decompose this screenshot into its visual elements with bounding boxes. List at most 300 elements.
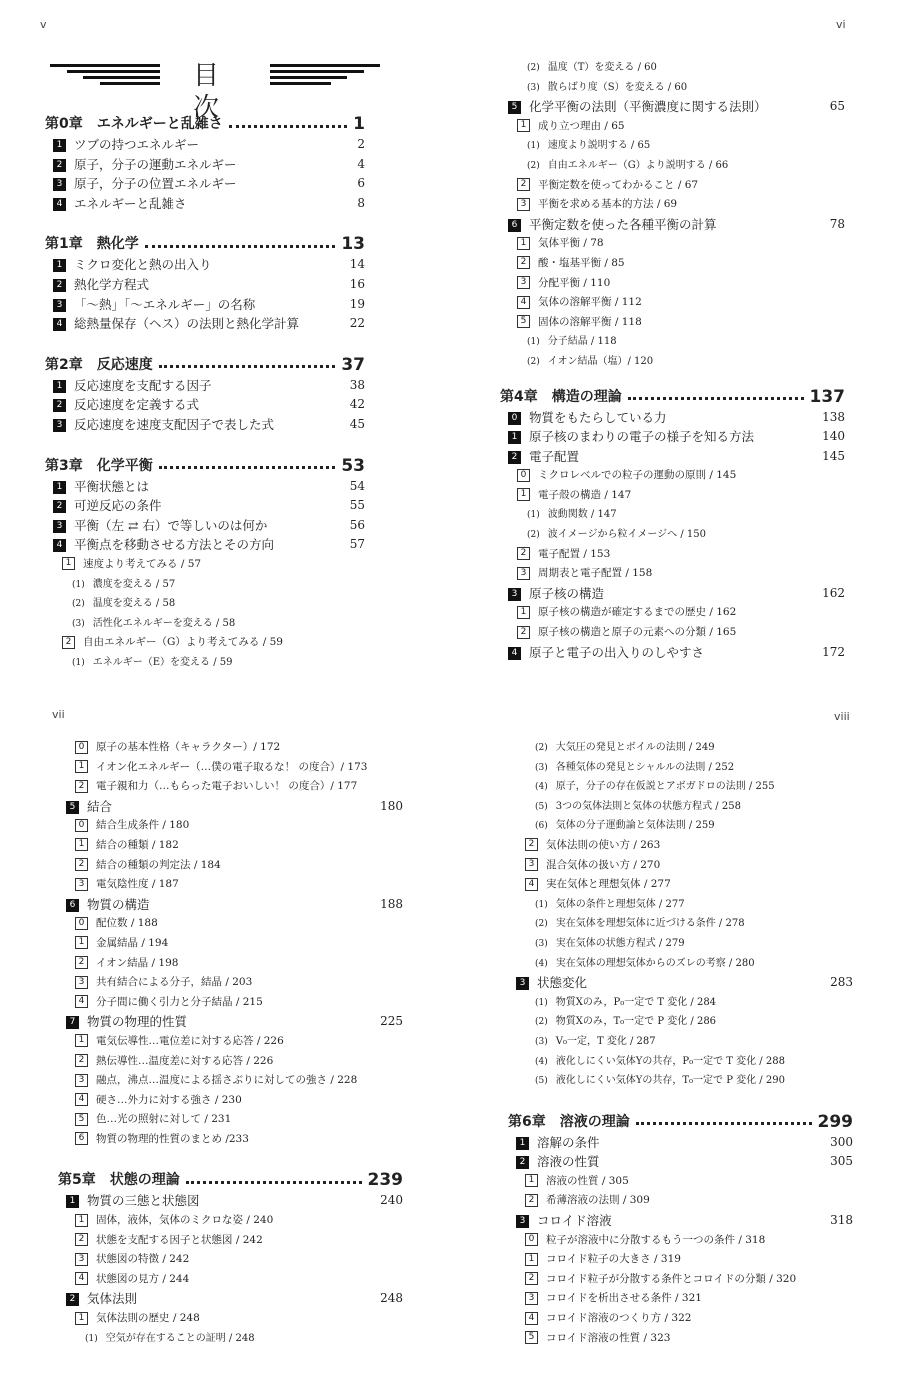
entry-title: 結合生成条件 / 180 xyxy=(96,819,190,832)
page-number-vi: vi xyxy=(836,18,846,31)
section-entry[interactable] xyxy=(45,415,365,435)
subsection-number-box: 3 xyxy=(75,976,88,989)
subsection-number-box: 1 xyxy=(75,1214,88,1227)
subsection-entry[interactable] xyxy=(500,545,845,565)
section-entry[interactable] xyxy=(58,797,403,817)
section-number-badge: 2 xyxy=(53,159,66,172)
subsection-number-box: 4 xyxy=(75,995,88,1008)
subsection-entry[interactable] xyxy=(58,1309,403,1329)
subsection-entry[interactable] xyxy=(58,914,403,934)
toc-column-page-vi xyxy=(500,58,845,662)
entry-title: 可逆反応の条件 xyxy=(74,498,162,514)
subsection-number-box: 2 xyxy=(517,256,530,269)
chapter-heading[interactable] xyxy=(45,354,365,376)
chapter-page: 37 xyxy=(341,354,365,375)
subsection-number-box: 2 xyxy=(75,780,88,793)
spacer xyxy=(45,334,365,354)
subsection-entry[interactable] xyxy=(508,738,853,758)
subsection-entry[interactable] xyxy=(508,993,853,1013)
section-number-badge: 6 xyxy=(508,219,521,232)
entry-title: ミクロレベルでの粒子の運動の原則 / 145 xyxy=(538,469,737,482)
subsection-entry[interactable] xyxy=(508,1172,853,1192)
section-entry[interactable] xyxy=(45,535,365,555)
entry-title: コロイド粒子の大きさ / 319 xyxy=(546,1253,681,1266)
entry-title: 平衡を求める基本的方法 / 69 xyxy=(538,198,678,211)
subsection-entry[interactable] xyxy=(45,633,365,653)
subsection-entry[interactable] xyxy=(508,934,853,954)
subsection-entry[interactable] xyxy=(58,738,403,758)
subsection-entry[interactable] xyxy=(58,758,403,778)
subsection-entry[interactable] xyxy=(45,614,365,634)
section-number-badge: 2 xyxy=(66,1293,79,1306)
item-number: (1) xyxy=(527,510,540,521)
chapter-title: 第3章 化学平衡 xyxy=(45,457,153,474)
chapter-page: 137 xyxy=(809,386,845,407)
entry-title: 実在気体を理想気体に近づける条件 / 278 xyxy=(555,918,745,930)
section-entry[interactable] xyxy=(508,1133,853,1153)
section-entry[interactable] xyxy=(45,314,365,334)
subsection-entry[interactable] xyxy=(508,1012,853,1032)
subsection-number-box: 2 xyxy=(525,838,538,851)
toc-title-banner xyxy=(50,60,380,123)
chapter-page: 53 xyxy=(341,455,365,476)
section-number-badge: 3 xyxy=(53,419,66,432)
subsection-number-box: 4 xyxy=(75,1093,88,1106)
section-entry[interactable] xyxy=(45,135,365,155)
entry-title: 反応速度を定義する式 xyxy=(74,397,200,413)
section-entry[interactable] xyxy=(58,1012,403,1032)
entry-title: 平衡定数を使ってわかること / 67 xyxy=(538,178,699,191)
subsection-entry[interactable] xyxy=(45,555,365,575)
section-entry[interactable] xyxy=(45,155,365,175)
entry-title: 波動関数 / 147 xyxy=(547,509,617,521)
item-number: (3) xyxy=(535,1036,548,1047)
subsection-number-box: 2 xyxy=(62,636,75,649)
subsection-number-box: 1 xyxy=(75,1034,88,1047)
entry-title: 希薄溶液の法則 / 309 xyxy=(546,1194,650,1207)
subsection-entry[interactable] xyxy=(58,856,403,876)
subsection-entry[interactable] xyxy=(500,623,845,643)
entry-title: 融点，沸点…温度による揺さぶりに対しての強さ / 228 xyxy=(96,1074,358,1087)
entry-title: 周期表と電子配置 / 158 xyxy=(538,567,653,580)
entry-title: 電子殻の構造 / 147 xyxy=(538,488,632,501)
subsection-entry[interactable] xyxy=(508,1191,853,1211)
entry-title: 電子親和力（…もらった電子おいしい！ の度合）/ 177 xyxy=(96,780,358,793)
chapter-title: 第6章 溶液の理論 xyxy=(508,1113,630,1130)
subsection-entry[interactable] xyxy=(58,816,403,836)
section-number-badge: 0 xyxy=(508,412,521,425)
entry-title: 「～熱」「～エネルギー」の名称 xyxy=(74,296,256,312)
chapter-page: 1 xyxy=(353,114,365,134)
subsection-entry[interactable] xyxy=(500,486,845,506)
chapter-heading[interactable] xyxy=(500,386,845,408)
section-number-badge: 3 xyxy=(508,588,521,601)
section-entry[interactable] xyxy=(500,643,845,663)
subsection-entry[interactable] xyxy=(58,973,403,993)
entry-title: 自由エネルギー（G）より説明する / 66 xyxy=(547,159,729,171)
subsection-entry[interactable] xyxy=(500,466,845,486)
entry-title: 物質Xのみ，P₀一定で T 変化 / 284 xyxy=(555,996,717,1008)
subsection-number-box: 0 xyxy=(525,1233,538,1246)
entry-title: 平衡定数を使った各種平衡の計算 xyxy=(529,216,717,232)
subsection-number-box: 3 xyxy=(75,878,88,891)
subsection-number-box: 1 xyxy=(525,1253,538,1266)
section-number-badge: 4 xyxy=(53,198,66,211)
chapter-title: 第5章 状態の理論 xyxy=(58,1172,180,1189)
subsection-entry[interactable] xyxy=(58,1091,403,1111)
subsection-entry[interactable] xyxy=(500,603,845,623)
section-number-badge: 4 xyxy=(508,647,521,660)
page-number-vii: vii xyxy=(52,708,65,721)
entry-title: コロイド溶液のつくり方 / 322 xyxy=(546,1312,692,1325)
entry-title: 原子の基本性格（キャラクター）/ 172 xyxy=(96,741,281,753)
section-number-badge: 3 xyxy=(53,178,66,191)
subsection-entry[interactable] xyxy=(58,934,403,954)
subsection-entry[interactable] xyxy=(58,1130,403,1150)
entry-title: 空気が存在することの証明 / 248 xyxy=(105,1332,255,1344)
entry-title: 物質の構造 xyxy=(87,896,150,912)
subsection-entry[interactable] xyxy=(58,1052,403,1072)
section-entry[interactable] xyxy=(58,1289,403,1309)
section-entry[interactable] xyxy=(508,973,853,993)
subsection-entry[interactable] xyxy=(508,836,853,856)
item-number: (1) xyxy=(527,141,540,152)
entry-title: V₀一定，T 変化 / 287 xyxy=(555,1035,656,1047)
item-number: (1) xyxy=(72,579,85,590)
subsection-entry[interactable] xyxy=(45,575,365,595)
subsection-number-box: 2 xyxy=(75,956,88,969)
entry-title: 共有結合による分子，結晶 / 203 xyxy=(96,976,253,989)
section-number-badge: 1 xyxy=(53,139,66,152)
entry-title: 濃度を変える / 57 xyxy=(92,578,176,590)
subsection-number-box: 0 xyxy=(517,469,530,482)
section-entry[interactable] xyxy=(508,1152,853,1172)
entry-page: 8 xyxy=(357,195,365,210)
entry-page: 283 xyxy=(830,975,853,990)
section-number-badge: 1 xyxy=(516,1137,529,1150)
item-number: (4) xyxy=(535,782,548,793)
entry-page: 57 xyxy=(349,537,365,552)
leader-dots xyxy=(186,1181,362,1184)
subsection-entry[interactable] xyxy=(508,1231,853,1251)
item-number: (2) xyxy=(72,599,85,610)
subsection-entry[interactable] xyxy=(508,797,853,817)
subsection-entry[interactable] xyxy=(58,875,403,895)
entry-title: 配位数 / 188 xyxy=(96,917,158,930)
entry-title: 溶液の性質 / 305 xyxy=(546,1174,629,1187)
subsection-number-box: 1 xyxy=(517,119,530,132)
item-number: (1) xyxy=(527,337,540,348)
section-entry[interactable] xyxy=(500,215,845,235)
section-entry[interactable] xyxy=(45,395,365,415)
entry-title: 自由エネルギー（G）より考えてみる / 59 xyxy=(83,636,283,649)
subsection-entry[interactable] xyxy=(500,195,845,215)
entry-page: 45 xyxy=(349,416,365,431)
entry-title: 状態図の見方 / 244 xyxy=(96,1272,190,1285)
entry-page: 188 xyxy=(380,896,403,911)
subsection-entry[interactable] xyxy=(58,1071,403,1091)
subsection-entry[interactable] xyxy=(58,1211,403,1231)
entry-title: 電気陰性度 / 187 xyxy=(96,878,179,891)
entry-title: 電子配置 xyxy=(529,448,580,464)
entry-page: 42 xyxy=(349,397,365,412)
entry-title: 原子，分子の存在仮説とアボガドロの法則 / 255 xyxy=(555,781,775,793)
subsection-entry[interactable] xyxy=(500,254,845,274)
entry-title: 平衡状態とは xyxy=(74,478,150,494)
entry-title: 速度より考えてみる / 57 xyxy=(83,557,202,570)
section-entry[interactable] xyxy=(500,97,845,117)
subsection-number-box: 3 xyxy=(517,198,530,211)
chapter-heading[interactable] xyxy=(45,455,365,477)
subsection-number-box: 6 xyxy=(75,1132,88,1145)
entry-title: 分配平衡 / 110 xyxy=(538,276,611,289)
section-number-badge: 5 xyxy=(66,801,79,814)
subsection-entry[interactable] xyxy=(508,895,853,915)
entry-title: 原子核の構造 xyxy=(529,585,605,601)
section-entry[interactable] xyxy=(45,516,365,536)
entry-page: 55 xyxy=(349,498,365,513)
subsection-entry[interactable] xyxy=(500,332,845,352)
entry-title: 熱伝導性…温度差に対する応答 / 226 xyxy=(96,1054,274,1067)
chapter-page: 13 xyxy=(341,234,365,255)
subsection-number-box: 0 xyxy=(75,819,88,832)
subsection-entry[interactable] xyxy=(500,505,845,525)
subsection-entry[interactable] xyxy=(45,594,365,614)
entry-title: 3つの気体法則と気体の状態方程式 / 258 xyxy=(555,800,741,812)
item-number: (2) xyxy=(535,1017,548,1028)
subsection-entry[interactable] xyxy=(58,1110,403,1130)
entry-page: 305 xyxy=(830,1154,853,1169)
section-entry[interactable] xyxy=(45,174,365,194)
section-entry[interactable] xyxy=(45,477,365,497)
chapter-title: 第2章 反応速度 xyxy=(45,356,153,373)
entry-title: 原子核の構造が確定するまでの歴史 / 162 xyxy=(538,606,737,619)
subsection-entry[interactable] xyxy=(508,816,853,836)
toc-column-page-vii xyxy=(58,738,403,1348)
subsection-entry[interactable] xyxy=(508,875,853,895)
section-number-badge: 1 xyxy=(508,431,521,444)
entry-page: 248 xyxy=(380,1291,403,1306)
entry-page: 172 xyxy=(822,644,845,659)
entry-page: 19 xyxy=(349,296,365,311)
entry-title: 物質をもたらしている力 xyxy=(529,409,667,425)
subsection-entry[interactable] xyxy=(500,564,845,584)
section-number-badge: 2 xyxy=(53,399,66,412)
item-number: (2) xyxy=(527,356,540,367)
section-entry[interactable] xyxy=(500,447,845,467)
section-entry[interactable] xyxy=(45,496,365,516)
subsection-entry[interactable] xyxy=(500,136,845,156)
section-number-badge: 4 xyxy=(53,318,66,331)
entry-title: 速度より説明する / 65 xyxy=(547,140,651,152)
entry-title: 原子と電子の出入りのしやすさ xyxy=(529,644,705,660)
subsection-number-box: 2 xyxy=(75,1233,88,1246)
chapter-heading[interactable] xyxy=(58,1169,403,1191)
item-number: (3) xyxy=(72,618,85,629)
page-number-v: v xyxy=(40,18,47,31)
section-number-badge: 1 xyxy=(53,481,66,494)
section-entry[interactable] xyxy=(45,275,365,295)
subsection-entry[interactable] xyxy=(500,313,845,333)
entry-page: 56 xyxy=(349,517,365,532)
subsection-number-box: 4 xyxy=(525,878,538,891)
section-entry[interactable] xyxy=(500,584,845,604)
section-entry[interactable] xyxy=(45,194,365,214)
subsection-entry[interactable] xyxy=(58,954,403,974)
entry-title: 化学平衡の法則（平衡濃度に関する法則） xyxy=(529,99,767,115)
entry-page: 2 xyxy=(357,137,365,151)
entry-title: 硬さ…外力に対する強さ / 230 xyxy=(96,1093,242,1106)
item-number: (1) xyxy=(72,657,85,668)
entry-title: 結合の種類 / 182 xyxy=(96,838,179,851)
spacer xyxy=(508,1091,853,1111)
section-number-badge: 4 xyxy=(53,539,66,552)
section-number-badge: 2 xyxy=(508,451,521,464)
subsection-number-box: 1 xyxy=(517,237,530,250)
section-entry[interactable] xyxy=(500,408,845,428)
subsection-entry[interactable] xyxy=(508,1289,853,1309)
subsection-entry[interactable] xyxy=(500,176,845,196)
section-entry[interactable] xyxy=(45,255,365,275)
subsection-number-box: 1 xyxy=(62,557,75,570)
subsection-entry[interactable] xyxy=(508,914,853,934)
entry-title: 気体平衡 / 78 xyxy=(538,237,604,250)
entry-title: 気体の溶解平衡 / 112 xyxy=(538,296,642,309)
section-entry[interactable] xyxy=(58,895,403,915)
entry-title: 電気伝導性…電位差に対する応答 / 226 xyxy=(96,1034,284,1047)
item-number: (2) xyxy=(527,63,540,73)
subsection-entry[interactable] xyxy=(500,525,845,545)
leader-dots xyxy=(145,245,336,248)
section-entry[interactable] xyxy=(45,295,365,315)
subsection-number-box: 4 xyxy=(517,296,530,309)
item-number: (6) xyxy=(535,821,548,832)
entry-title: 物質の三態と状態図 xyxy=(87,1193,200,1209)
subsection-number-box: 3 xyxy=(525,858,538,871)
entry-title: コロイドを析出させる条件 / 321 xyxy=(546,1292,702,1305)
subsection-number-box: 2 xyxy=(75,1054,88,1067)
entry-title: 熱化学方程式 xyxy=(74,276,150,292)
chapter-page: 239 xyxy=(367,1170,403,1191)
item-number: (5) xyxy=(535,801,548,812)
subsection-entry[interactable] xyxy=(500,352,845,372)
subsection-entry[interactable] xyxy=(500,293,845,313)
entry-page: 14 xyxy=(349,257,365,272)
entry-title: 混合気体の扱い方 / 270 xyxy=(546,858,661,871)
entry-title: 状態変化 xyxy=(537,975,588,991)
subsection-entry[interactable] xyxy=(500,117,845,137)
entry-title: 液化しにくい気体Yの共存，P₀一定で T 変化 / 288 xyxy=(555,1055,785,1067)
entry-page: 162 xyxy=(822,585,845,600)
entry-page: 65 xyxy=(829,99,845,114)
entry-page: 140 xyxy=(822,429,845,444)
subsection-entry[interactable] xyxy=(500,274,845,294)
subsection-entry[interactable] xyxy=(58,777,403,797)
subsection-number-box: 1 xyxy=(525,1174,538,1187)
subsection-entry[interactable] xyxy=(500,234,845,254)
subsection-entry[interactable] xyxy=(58,1231,403,1251)
subsection-entry[interactable] xyxy=(500,58,845,78)
entry-title: 平衡（左 ⇄ 右）で等しいのは何か xyxy=(74,517,268,533)
subsection-entry[interactable] xyxy=(508,1250,853,1270)
chapter-heading[interactable] xyxy=(45,233,365,255)
subsection-number-box: 1 xyxy=(75,760,88,773)
item-number: (1) xyxy=(85,1333,98,1344)
section-entry[interactable] xyxy=(45,376,365,396)
subsection-entry[interactable] xyxy=(58,993,403,1013)
spacer xyxy=(500,372,845,386)
entry-title: 大気圧の発見とボイルの法則 / 249 xyxy=(555,742,715,753)
subsection-entry[interactable] xyxy=(500,78,845,98)
entry-title: 活性化エネルギーを変える / 58 xyxy=(92,617,236,629)
section-entry[interactable] xyxy=(500,427,845,447)
subsection-entry[interactable] xyxy=(508,1329,853,1349)
subsection-entry[interactable] xyxy=(508,777,853,797)
entry-title: 総熱量保存（ヘス）の法則と熱化学計算 xyxy=(74,316,300,332)
section-number-badge: 2 xyxy=(516,1156,529,1169)
entry-title: 反応速度を速度支配因子で表した式 xyxy=(74,416,275,432)
subsection-entry[interactable] xyxy=(58,1329,403,1349)
subsection-entry[interactable] xyxy=(508,758,853,778)
section-number-badge: 6 xyxy=(66,899,79,912)
chapter-heading[interactable] xyxy=(45,113,365,135)
subsection-entry[interactable] xyxy=(508,1032,853,1052)
subsection-entry[interactable] xyxy=(508,1270,853,1290)
subsection-number-box: 2 xyxy=(517,626,530,639)
subsection-number-box: 5 xyxy=(517,315,530,328)
section-entry[interactable] xyxy=(508,1211,853,1231)
subsection-number-box: 1 xyxy=(517,606,530,619)
subsection-entry[interactable] xyxy=(58,1250,403,1270)
subsection-entry[interactable] xyxy=(45,653,365,673)
chapter-heading[interactable] xyxy=(508,1111,853,1133)
entry-title: 固体の溶解平衡 / 118 xyxy=(538,315,642,328)
entry-title: 各種気体の発見とシャルルの法則 / 252 xyxy=(555,761,735,773)
subsection-number-box: 1 xyxy=(75,1312,88,1325)
entry-title: イオン結晶 / 198 xyxy=(96,956,179,969)
subsection-entry[interactable] xyxy=(508,954,853,974)
subsection-entry[interactable] xyxy=(500,156,845,176)
entry-page: 240 xyxy=(380,1193,403,1208)
section-number-badge: 1 xyxy=(53,380,66,393)
section-entry[interactable] xyxy=(58,1191,403,1211)
chapter-page: 299 xyxy=(817,1111,853,1132)
subsection-entry[interactable] xyxy=(508,1052,853,1072)
item-number: (2) xyxy=(535,743,548,753)
entry-title: 気体法則の使い方 / 263 xyxy=(546,838,661,851)
subsection-entry[interactable] xyxy=(508,1071,853,1091)
subsection-number-box: 3 xyxy=(517,276,530,289)
entry-title: 溶解の条件 xyxy=(537,1134,600,1150)
entry-title: 気体の条件と理想気体 / 277 xyxy=(555,898,685,910)
entry-page: 38 xyxy=(349,377,365,392)
section-number-badge: 2 xyxy=(53,279,66,292)
item-number: (1) xyxy=(535,997,548,1008)
subsection-entry[interactable] xyxy=(58,836,403,856)
subsection-entry[interactable] xyxy=(508,1309,853,1329)
entry-title: 液化しにくい気体Yの共存，T₀一定で P 変化 / 290 xyxy=(555,1075,785,1087)
item-number: (3) xyxy=(535,762,548,773)
subsection-entry[interactable] xyxy=(58,1032,403,1052)
subsection-entry[interactable] xyxy=(58,1270,403,1290)
entry-page: 54 xyxy=(349,478,365,493)
entry-page: 6 xyxy=(357,176,365,191)
subsection-entry[interactable] xyxy=(508,856,853,876)
section-number-badge: 1 xyxy=(66,1195,79,1208)
entry-page: 180 xyxy=(380,798,403,813)
item-number: (3) xyxy=(535,938,548,949)
title-rule-right xyxy=(270,64,380,88)
